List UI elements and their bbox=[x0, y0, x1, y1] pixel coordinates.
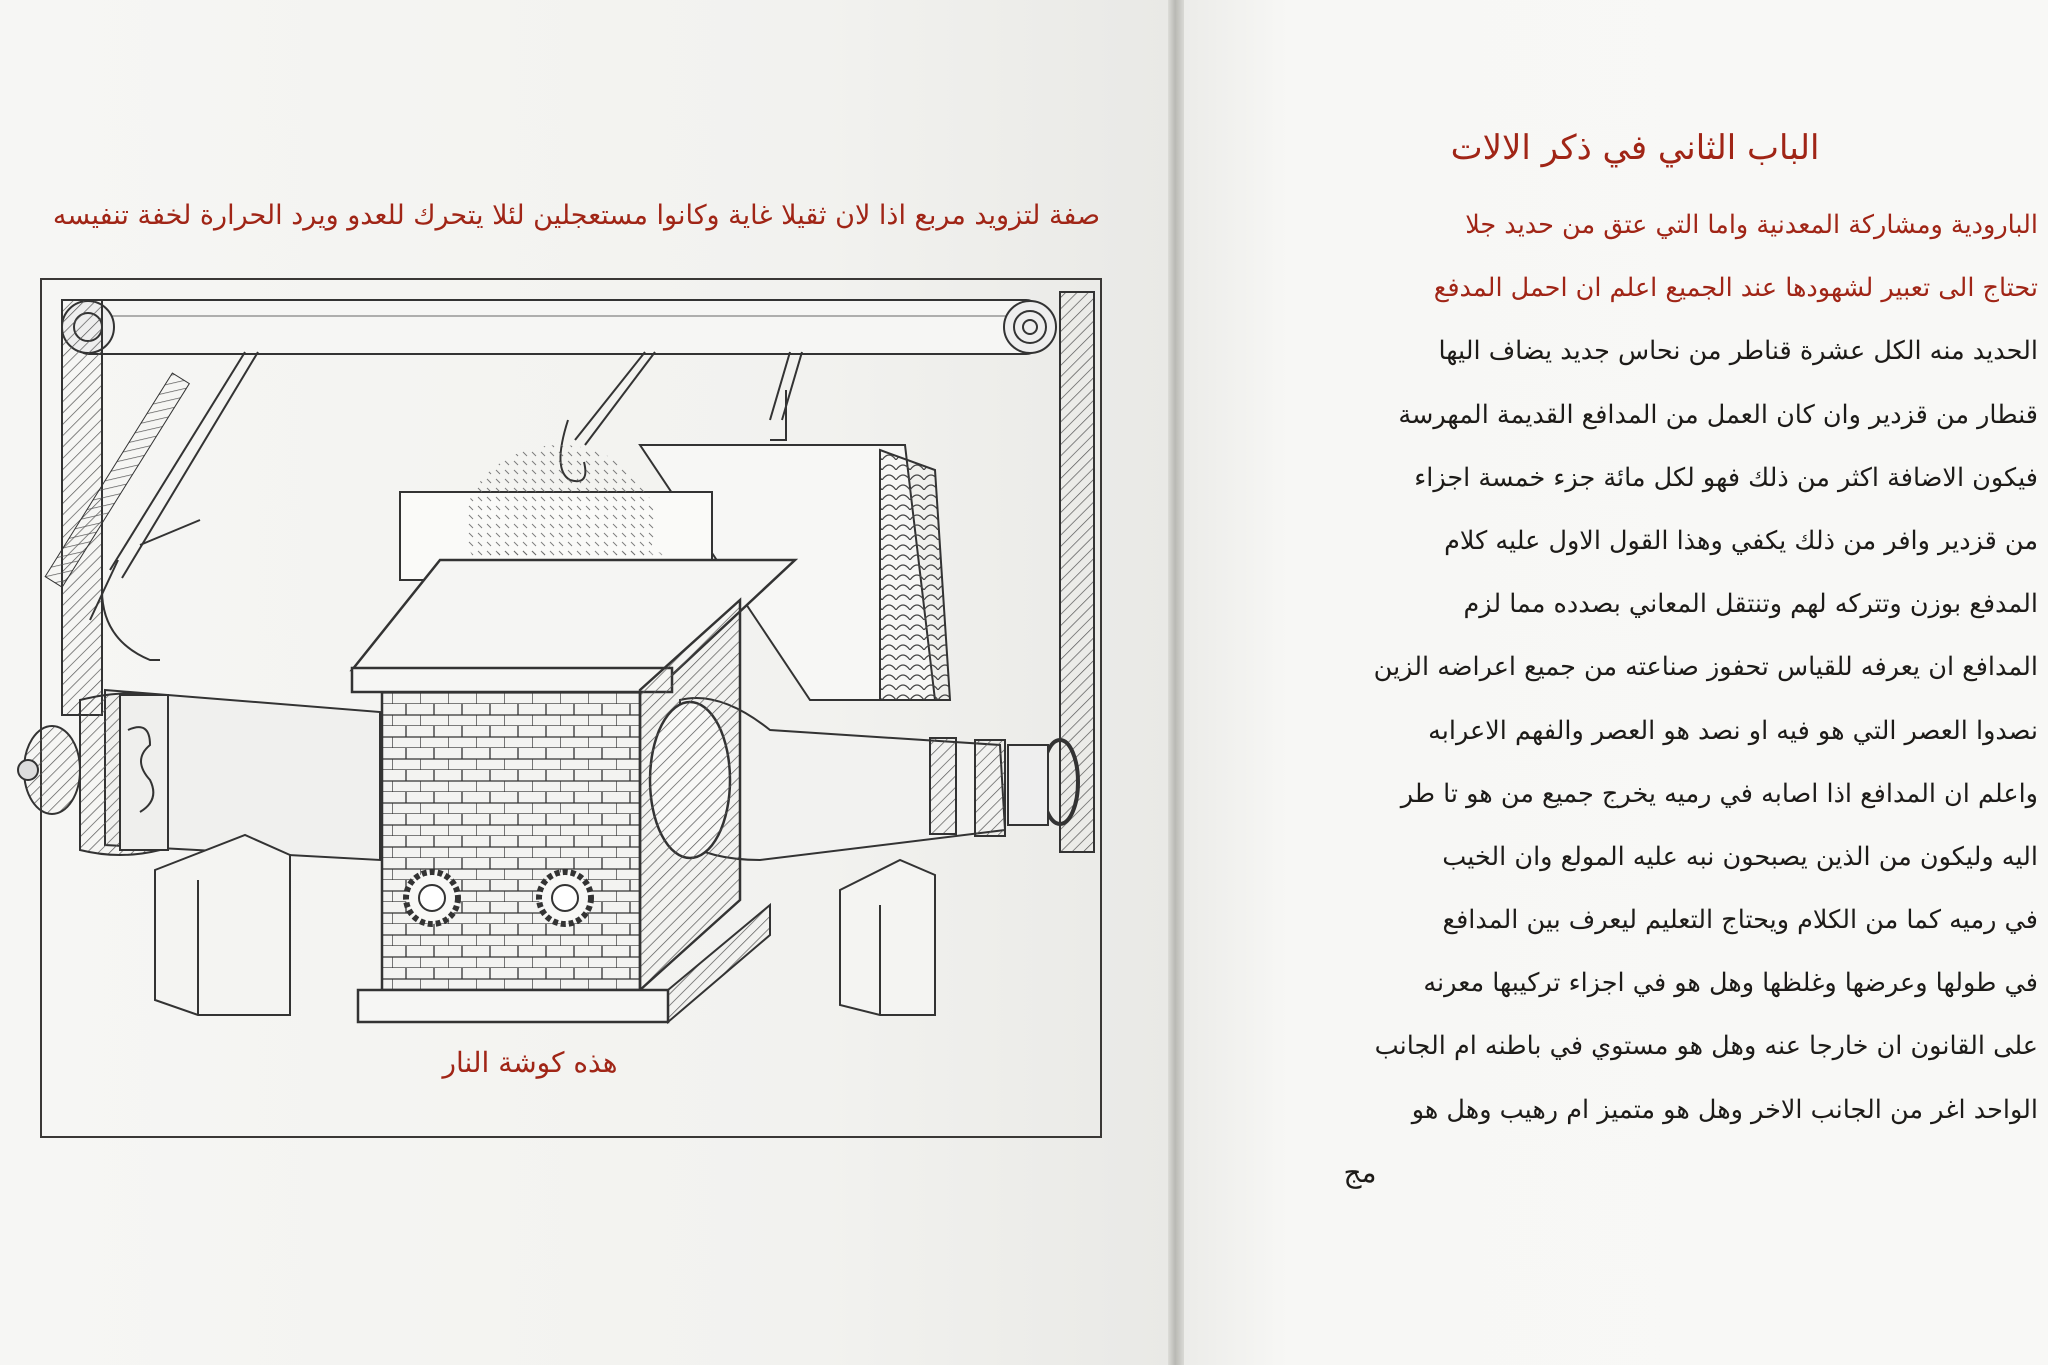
plate-label: هذه كوشة النار bbox=[442, 1046, 618, 1079]
text-line: في رميه كما من الكلام ويحتاج التعليم ليعرف بين المدافع bbox=[1442, 905, 2038, 936]
plate-caption: صفة لتزويد مربع اذا لان ثقيلا غاية وكانوا مستعجلين لئلا يتحرك للعدو ويرد الحرارة لخفة تنفيسه bbox=[52, 200, 1100, 231]
text-block bbox=[1238, 194, 2038, 1142]
text-line: على القانون ان خارجا عنه وهل هو مستوي في باطنه ام الجانب bbox=[1374, 1031, 2038, 1062]
text-line: واعلم ان المدافع اذا اصابه في رميه يخرج جميع من هو تا طر bbox=[1400, 778, 2038, 809]
text-line: فيكون الاضافة اكثر من ذلك فهو لكل مائة جزء خمسة اجزاء bbox=[1414, 462, 2038, 493]
catchword: مج bbox=[1343, 1156, 1377, 1189]
book-gutter bbox=[1168, 0, 1184, 1365]
text-line: البارودية ومشاركة المعدنية واما التي عتق من حديد جلا bbox=[1465, 210, 2038, 240]
text-line: تحتاج الى تعبير لشهودها عند الجميع اعلم ان احمل المدفع bbox=[1433, 273, 2038, 304]
text-line: من قزدير وافر من ذلك يكفي وهذا القول الاول عليه كلام bbox=[1444, 525, 2038, 556]
text-line: قنطار من قزدير وان كان العمل من المدافع القديمة المهرسة bbox=[1398, 399, 2038, 430]
text-line: الواحد اغر من الجانب الاخر وهل هو متميز ام رهيب وهل هو bbox=[1411, 1094, 2038, 1125]
text-line: نصدوا العصر التي هو فيه او نصد هو العصر والفهم الاعرابه bbox=[1428, 715, 2038, 746]
text-line: المدافع ان يعرفه للقياس تحفوز صناعته من جميع اعراضه الزين bbox=[1373, 652, 2038, 683]
text-line: اليه وليكون من الذين يصبحون نبه عليه المولع وان الخيب bbox=[1442, 841, 2038, 872]
text-line: المدفع بوزن وتتركه لهم وتنتقل المعاني بصدده مما لزم bbox=[1463, 589, 2038, 620]
text-line: الحديد منه الكل عشرة قناطر من نحاس جديد يضاف اليها bbox=[1438, 336, 2038, 367]
brick-furnace bbox=[352, 560, 795, 1022]
roller-beam bbox=[62, 300, 1056, 354]
text-line: في طولها وعرضها وغلظها وهل هو في اجزاء تركيبها معرنه bbox=[1423, 968, 2038, 999]
chapter-heading: الباب الثاني في ذكر الالات bbox=[1450, 128, 1820, 168]
